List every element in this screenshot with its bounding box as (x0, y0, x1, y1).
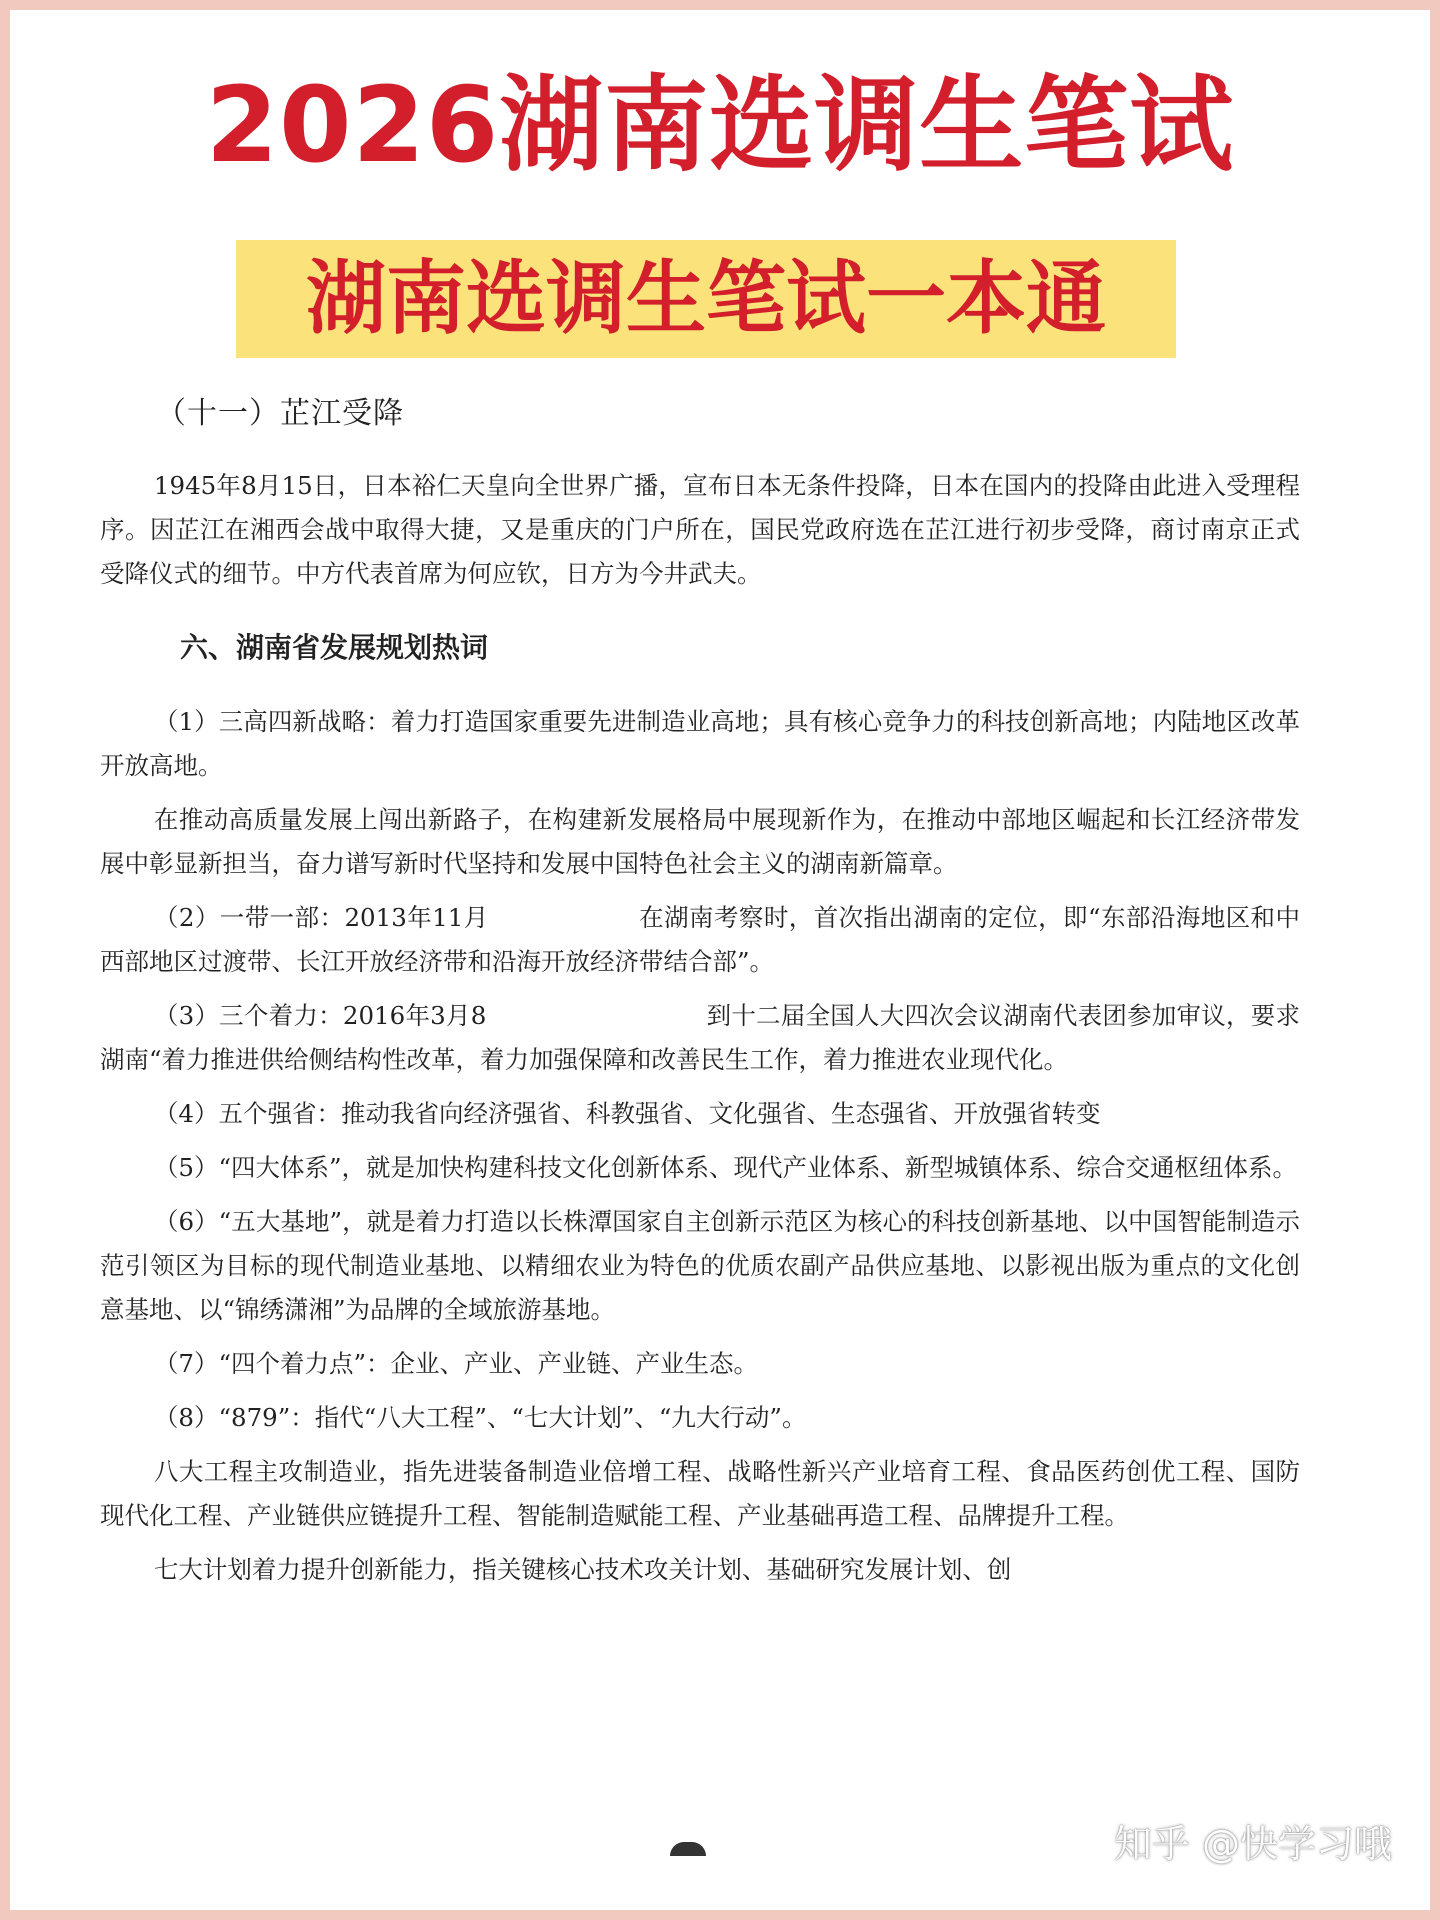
item-2-part-a: （2）一带一部：2013年11月 (153, 903, 489, 932)
paragraph-zhijiang: 1945年8月15日，日本裕仁天皇向全世界广播，宣布日本无条件投降，日本在国内的投降由此进入受理程序。因芷江在湘西会战中取得大捷，又是重庆的门户所在，国民党政府选在芷江进行初步受降，商讨南京正式受降仪式的细节。中方代表首席为何应钦，日方为今井武夫。 (100, 471, 1300, 588)
document-page (10, 10, 1430, 1910)
item-8-detail-1: 八大工程主攻制造业，指先进装备制造业倍增工程、战略性新兴产业培育工程、食品医药创优工程、国防现代化工程、产业链供应链提升工程、智能制造赋能工程、产业基础再造工程、品牌提升工程。 (100, 1457, 1300, 1530)
page-title: 2026湖南选调生笔试 (205, 64, 1235, 186)
redacted-area (486, 1000, 706, 1025)
item-2 (100, 896, 1300, 984)
page-subtitle-banner: 湖南选调生笔试一本通 (236, 240, 1176, 358)
item-3 (100, 994, 1300, 1082)
scanned-text-body (100, 382, 1300, 1602)
sub-heading: （十一）芷江受降 (156, 396, 404, 431)
redacted-area (489, 902, 639, 927)
item-6: （6）“五大基地”，就是着力打造以长株潭国家自主创新示范区为核心的科技创新基地、以中国智能制造示范引领区为目标的现代制造业基地、以精细农业为特色的优质农副产品供应基地、以影视出版为重点的文化创意基地、以“锦绣潇湘”为品牌的全域旅游基地。 (100, 1207, 1300, 1324)
item-3-part-b: 到十二届全国人大四次会议湖南代表团参加审议，要求湖南“着力推进供给侧结构性改革，着力加强保障和改善民生工作，着力推进农业现代化。 (100, 1001, 1300, 1074)
item-5: （5）“四大体系”，就是加快构建科技文化创新体系、现代产业体系、新型城镇体系、综合交通枢纽体系。 (153, 1153, 1298, 1182)
item-8-detail-2: 七大计划着力提升创新能力，指关键核心技术攻关计划、基础研究发展计划、创 (153, 1555, 1012, 1584)
section-heading: 六、湖南省发展规划热词 (180, 631, 489, 664)
item-8: （8）“879”：指代“八大工程”、“七大计划”、“九大行动”。 (153, 1403, 807, 1432)
item-1: （1）三高四新战略：着力打造国家重要先进制造业高地；具有核心竞争力的科技创新高地；内陆地区改革开放高地。 (100, 707, 1300, 780)
item-1-detail: 在推动高质量发展上闯出新路子，在构建新发展格局中展现新作为，在推动中部地区崛起和长江经济带发展中彰显新担当，奋力谱写新时代坚持和发展中国特色社会主义的湖南新篇章。 (100, 805, 1300, 878)
item-4: （4）五个强省：推动我省向经济强省、科教强省、文化强省、生态强省、开放强省转变 (153, 1099, 1101, 1128)
watermark: 知乎 @快学习哦 (1113, 1822, 1392, 1866)
item-7: （7）“四个着力点”：企业、产业、产业链、产业生态。 (153, 1349, 759, 1378)
item-2-part-b: 在湖南考察时，首次指出湖南的定位，即“东部沿海地区和中西部地区过渡带、长江开放经济带和沿海开放经济带结合部”。 (100, 903, 1300, 976)
item-3-part-a: （3）三个着力：2016年3月8 (153, 1001, 487, 1030)
page-edge-mark (670, 1842, 706, 1856)
